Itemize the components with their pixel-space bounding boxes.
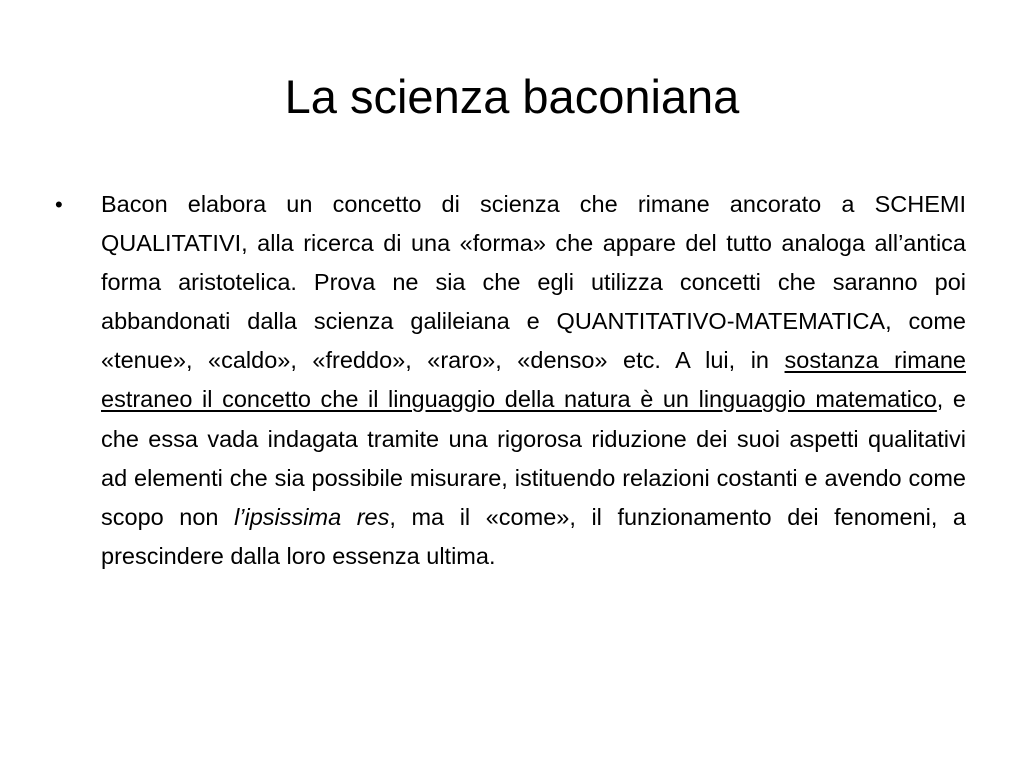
slide-title: La scienza baconiana (284, 70, 740, 123)
bullet-item (52, 185, 966, 576)
paragraph-text-part2: , e che essa vada indagata tramite una rigorosa riduzione dei suoi aspetti qualitativi ad elementi che sia possibile misurare, istituendo relazioni costanti e avendo come scopo non (101, 386, 966, 530)
paragraph-underlined-text: sostanza rimane estraneo il concetto che il linguaggio della natura è un linguaggio matematico (101, 347, 966, 413)
paragraph-italic-text: l’ipsissima res (234, 503, 390, 530)
bullet-list (52, 185, 966, 576)
paragraph-text-part3: , ma il «come», il funzionamento dei fenomeni, a prescindere dalla loro essenza ultima. (101, 503, 966, 569)
paragraph-text-part1: Bacon elabora un concetto di scienza che rimane ancorato a SCHEMI QUALITATIVI, alla ricerca di una «forma» che appare del tutto analoga all’antica forma aristotelica. Prova ne sia che egli utilizza concetti che saranno poi abbandonati dalla scienza galileiana e QUANTITATIVO-MATEMATICA, come «tenue», «caldo», «freddo», «raro», «denso» etc. A lui, in (101, 191, 966, 374)
bullet-icon: • (55, 192, 63, 217)
